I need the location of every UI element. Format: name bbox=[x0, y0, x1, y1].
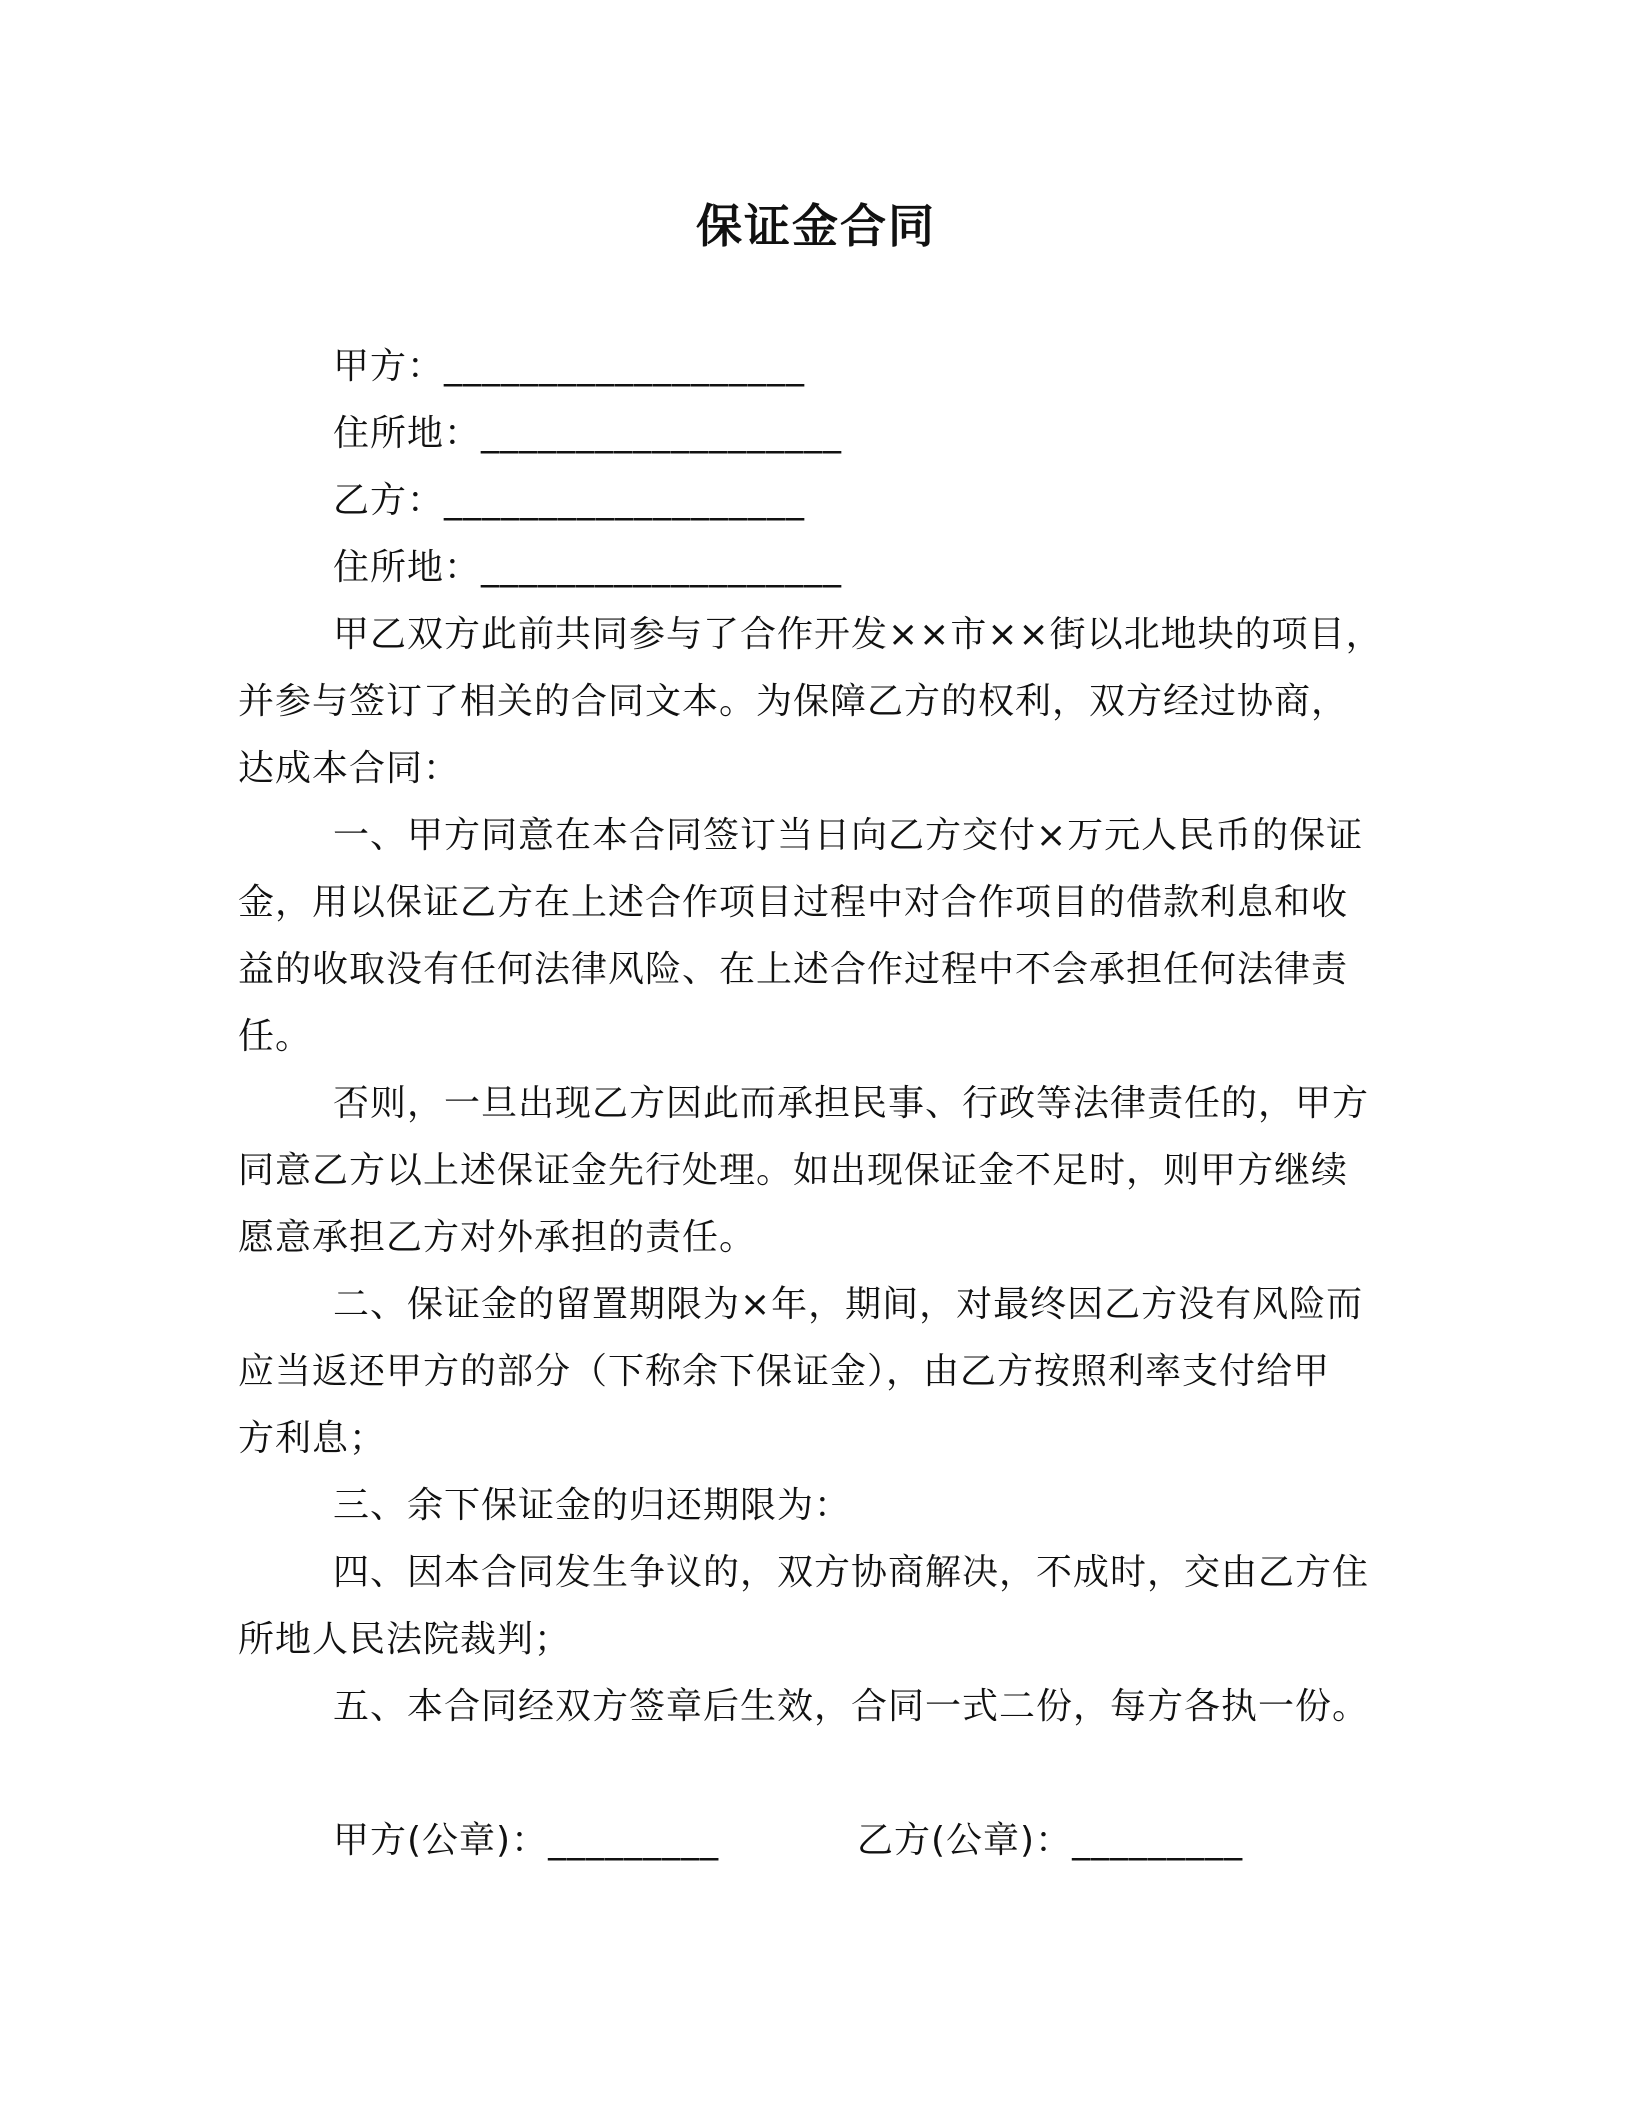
otherwise-line-3: 愿意承担乙方对外承担的责任。 bbox=[238, 1217, 757, 1258]
clause-4-line-2: 所地人民法院裁判； bbox=[238, 1619, 572, 1660]
party-b-address-line: 住所地：___________________ bbox=[333, 547, 843, 588]
party-b-line: 乙方：___________________ bbox=[333, 480, 806, 521]
clause-4-line-1: 四、因本合同发生争议的，双方协商解决，不成时，交由乙方住 bbox=[333, 1552, 1370, 1593]
clause-1-line-3: 益的收取没有任何法律风险、在上述合作过程中不会承担任何法律责 bbox=[238, 949, 1349, 990]
clause-2-line-3: 方利息； bbox=[238, 1418, 387, 1459]
clause-1-line-4: 任。 bbox=[238, 1016, 313, 1057]
clause-2-line-1: 二、保证金的留置期限为×年，期间，对最终因乙方没有风险而 bbox=[333, 1284, 1364, 1325]
signature-party-b: 乙方(公章)：_________ bbox=[857, 1820, 1244, 1861]
otherwise-line-2: 同意乙方以上述保证金先行处理。如出现保证金不足时，则甲方继续 bbox=[238, 1150, 1349, 1191]
clause-1-line-2: 金，用以保证乙方在上述合作项目过程中对合作项目的借款利息和收 bbox=[238, 882, 1349, 923]
clause-1-line-1: 一、甲方同意在本合同签订当日向乙方交付×万元人民币的保证 bbox=[333, 815, 1364, 856]
clause-3-line-1: 三、余下保证金的归还期限为： bbox=[333, 1485, 852, 1526]
clause-2-line-2: 应当返还甲方的部分（下称余下保证金），由乙方按照利率支付给甲 bbox=[238, 1351, 1331, 1392]
party-a-line: 甲方：___________________ bbox=[333, 346, 806, 387]
clause-5-line-1: 五、本合同经双方签章后生效，合同一式二份，每方各执一份。 bbox=[333, 1686, 1370, 1727]
preamble-line-1: 甲乙双方此前共同参与了合作开发××市××街以北地块的项目， bbox=[333, 614, 1383, 655]
document-title: 保证金合同 bbox=[696, 199, 936, 253]
party-a-address-line: 住所地：___________________ bbox=[333, 413, 843, 454]
preamble-line-3: 达成本合同： bbox=[238, 748, 461, 789]
signature-party-a: 甲方(公章)：_________ bbox=[333, 1820, 720, 1861]
otherwise-line-1: 否则，一旦出现乙方因此而承担民事、行政等法律责任的，甲方 bbox=[333, 1083, 1370, 1124]
preamble-line-2: 并参与签订了相关的合同文本。为保障乙方的权利，双方经过协商， bbox=[238, 681, 1349, 722]
